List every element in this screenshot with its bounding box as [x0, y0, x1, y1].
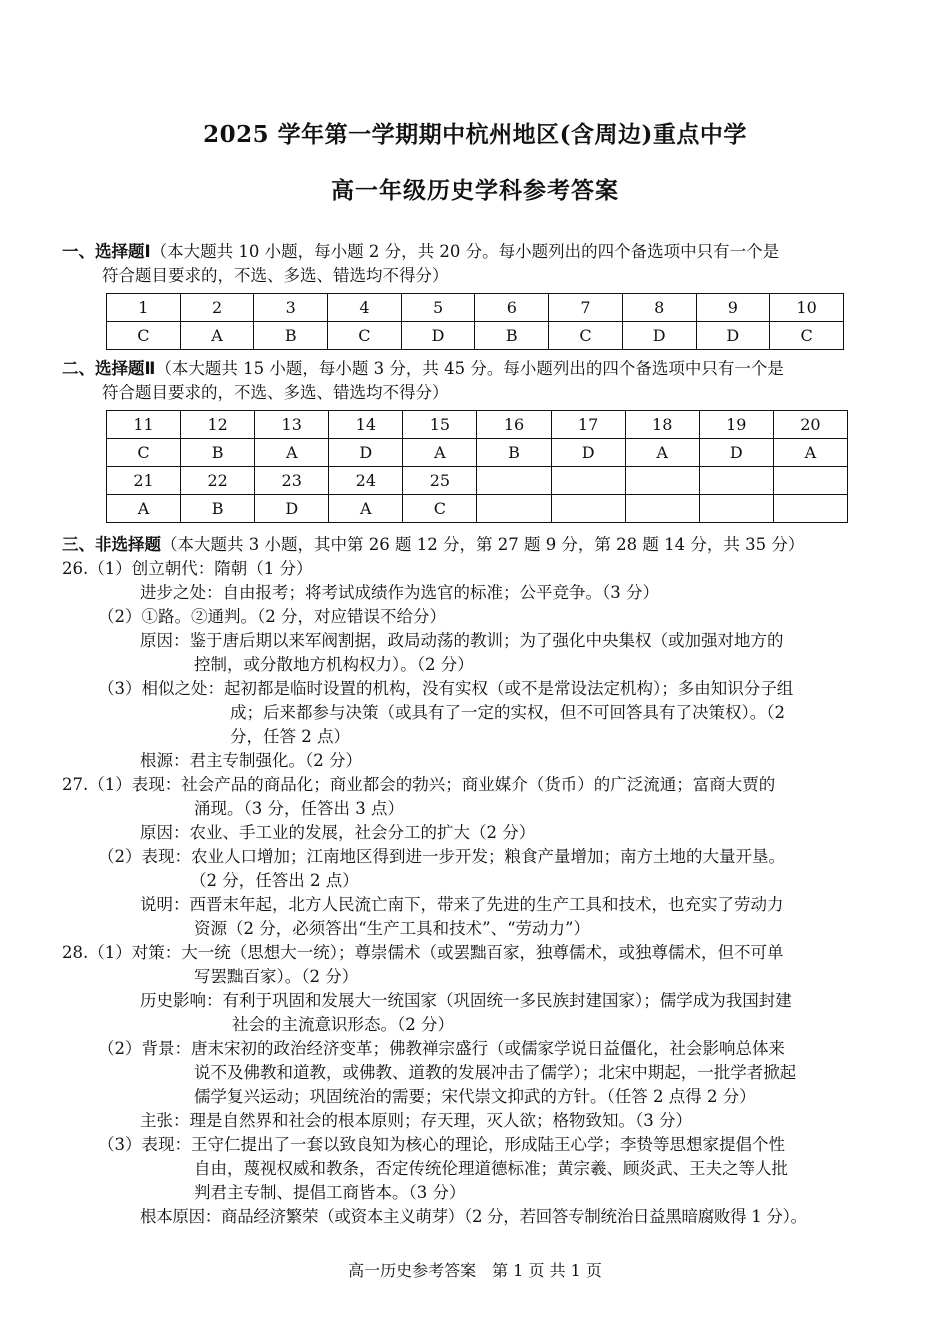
q28-1-line: 社会的主流意识形态。（2 分） — [232, 1015, 454, 1034]
q27-2-line: （2）表现：农业人口增加；江南地区得到进一步开发；粮食产量增加；南方土地的大量开垦。 — [98, 847, 785, 866]
q26-2-line: （2）①路。②通判。（2 分，对应错误不给分） — [98, 607, 446, 626]
question-number-cell: 11 — [107, 411, 181, 439]
answer-cell: D — [329, 439, 403, 467]
section3-header — [62, 533, 892, 557]
answer-cell — [699, 495, 773, 523]
answer-cell: D — [255, 495, 329, 523]
answer-cell: D — [622, 322, 696, 350]
q27-2-line: 资源（2 分，必须答出“生产工具和技术”、“劳动力”） — [194, 919, 590, 938]
answer-cell — [625, 495, 699, 523]
answer-cell — [551, 495, 625, 523]
q28-3-line: 自由，蔑视权威和教条，否定传统伦理道德标准；黄宗羲、顾炎武、王夫之等人批 — [194, 1159, 788, 1178]
answer-cell: C — [403, 495, 477, 523]
question-number-cell: 15 — [403, 411, 477, 439]
q26-1-line: 进步之处：自由报考；将考试成绩作为选官的标准；公平竞争。（3 分） — [140, 583, 659, 602]
question-number-cell: 22 — [181, 467, 255, 495]
answer-cell: B — [181, 439, 255, 467]
question-number-cell: 18 — [625, 411, 699, 439]
q28-3-line: 根本原因：商品经济繁荣（或资本主义萌芽）（2 分，若回答专制统治日益黑暗腐败得 1 分）。 — [140, 1207, 807, 1226]
question-number-cell: 10 — [770, 294, 844, 322]
question-number-cell: 7 — [549, 294, 623, 322]
question-number-cell — [773, 467, 847, 495]
question-number-cell: 13 — [255, 411, 329, 439]
page-footer: 高一历史参考答案 第 1 页 共 1 页 — [348, 1261, 602, 1280]
answer-cell — [773, 495, 847, 523]
q27-1-line: 涌现。（3 分，任答出 3 点） — [194, 799, 404, 818]
question-number-cell: 2 — [180, 294, 254, 322]
question-number-cell: 12 — [181, 411, 255, 439]
q26-3-line: 成；后来都参与决策（或具有了一定的实权，但不可回答具有了决策权）。（2 — [230, 703, 785, 722]
q28-3-line: 判君主专制、提倡工商皆本。（3 分） — [194, 1183, 466, 1202]
question-number-cell: 19 — [699, 411, 773, 439]
q26-3-line: （3）相似之处：起初都是临时设置的机构，没有实权（或不是常设法定机构）；多由知识分子组 — [98, 679, 794, 698]
section2-desc-1: （本大题共 15 小题，每小题 3 分，共 45 分。每小题列出的四个备选项中只有一个是 — [155, 359, 784, 378]
question-number-cell: 6 — [475, 294, 549, 322]
answer-cell: D — [696, 322, 770, 350]
q28-2-line: （2）背景：唐末宋初的政治经济变革；佛教禅宗盛行（或儒家学说日益僵化，社会影响总体来 — [98, 1039, 785, 1058]
answer-cell: A — [773, 439, 847, 467]
question-number-cell: 4 — [328, 294, 402, 322]
answer-cell: C — [107, 439, 181, 467]
question-number-cell: 24 — [329, 467, 403, 495]
answer-cell: A — [625, 439, 699, 467]
question-number-cell — [551, 467, 625, 495]
question-number-cell: 5 — [401, 294, 475, 322]
section1-answer-table — [106, 293, 844, 350]
section1-desc-1: （本大题共 10 小题，每小题 2 分，共 20 分。每小题列出的四个备选项中只有一个是 — [150, 242, 780, 261]
answer-cell: C — [770, 322, 844, 350]
answer-cell: C — [107, 322, 181, 350]
answer-cell: D — [551, 439, 625, 467]
answer-cell — [477, 495, 551, 523]
q28-1-line: 历史影响：有利于巩固和发展大一统国家（巩固统一多民族封建国家）；儒学成为我国封建 — [140, 991, 792, 1010]
question-number-cell: 16 — [477, 411, 551, 439]
answer-cell: A — [329, 495, 403, 523]
q28-2-line: 主张：理是自然界和社会的根本原则；存天理，灭人欲；格物致知。（3 分） — [140, 1111, 692, 1130]
q27-2-line: （2 分，任答出 2 点） — [190, 871, 359, 890]
answer-cell: C — [549, 322, 623, 350]
section1-desc-2: 符合题目要求的，不选、多选、错选均不得分） — [102, 266, 449, 285]
q27-2-line: 说明：西晋末年起，北方人民流亡南下，带来了先进的生产工具和技术，也充实了劳动力 — [140, 895, 784, 914]
section3-desc: （本大题共 3 小题，其中第 26 题 12 分，第 27 题 9 分，第 28 题 14 分，共 35 分） — [161, 535, 805, 554]
page-subtitle: 高一年级历史学科参考答案 — [331, 177, 619, 204]
answer-cell: B — [181, 495, 255, 523]
section1-header — [62, 240, 892, 288]
answer-body — [62, 557, 892, 1229]
answer-cell: C — [328, 322, 402, 350]
answer-cell: A — [255, 439, 329, 467]
question-number-cell: 1 — [107, 294, 181, 322]
question-number-cell: 25 — [403, 467, 477, 495]
question-number-cell: 23 — [255, 467, 329, 495]
question-number-cell — [477, 467, 551, 495]
section2-heading: 二、选择题Ⅱ — [62, 359, 156, 378]
q26-3-line: 分，任答 2 点） — [230, 727, 350, 746]
q28-2-line: 儒学复兴运动；巩固统治的需要；宋代崇文抑武的方针。（任答 2 点得 2 分） — [194, 1087, 756, 1106]
q28-1-line: 写罢黜百家）。（2 分） — [194, 967, 359, 986]
answer-cell: A — [180, 322, 254, 350]
answer-cell: B — [475, 322, 549, 350]
answer-cell: A — [403, 439, 477, 467]
q27-1-line: 原因：农业、手工业的发展，社会分工的扩大（2 分） — [140, 823, 536, 842]
answer-cell: D — [401, 322, 475, 350]
question-number-cell: 17 — [551, 411, 625, 439]
q26-2-line: 原因：鉴于唐后期以来军阀割据，政局动荡的教训；为了强化中央集权（或加强对地方的 — [140, 631, 784, 650]
section2-header — [62, 357, 892, 405]
answer-cell: B — [477, 439, 551, 467]
question-number-cell: 3 — [254, 294, 328, 322]
answer-cell: A — [107, 495, 181, 523]
section1-heading: 一、选择题Ⅰ — [62, 242, 151, 261]
section2-answer-table — [106, 410, 848, 523]
question-number-cell: 8 — [622, 294, 696, 322]
q27-1-line: 27.（1）表现：社会产品的商品化；商业都会的勃兴；商业媒介（货币）的广泛流通；富商大贾的 — [62, 775, 776, 794]
question-number-cell — [625, 467, 699, 495]
q28-2-line: 说不及佛教和道教，或佛教、道教的发展冲击了儒学）；北宋中期起，一批学者掀起 — [194, 1063, 797, 1082]
q28-3-line: （3）表现：王守仁提出了一套以致良知为核心的理论，形成陆王心学；李贽等思想家提倡个性 — [98, 1135, 785, 1154]
q26-3-line: 根源：君主专制强化。（2 分） — [140, 751, 362, 770]
question-number-cell — [699, 467, 773, 495]
page-title: 2025 学年第一学期期中杭州地区(含周边)重点中学 — [203, 121, 747, 148]
q28-1-line: 28.（1）对策：大一统（思想大一统）；尊崇儒术（或罢黜百家，独尊儒术，或独尊儒术，但不可单 — [62, 943, 784, 962]
question-number-cell: 9 — [696, 294, 770, 322]
answer-cell: B — [254, 322, 328, 350]
section3-heading: 三、非选择题 — [62, 535, 161, 554]
question-number-cell: 20 — [773, 411, 847, 439]
q26-1-line: 26.（1）创立朝代：隋朝（1 分） — [62, 559, 313, 578]
question-number-cell: 21 — [107, 467, 181, 495]
section2-desc-2: 符合题目要求的，不选、多选、错选均不得分） — [102, 383, 449, 402]
answer-cell: D — [699, 439, 773, 467]
q26-2-line: 控制，或分散地方机构权力）。（2 分） — [194, 655, 474, 674]
question-number-cell: 14 — [329, 411, 403, 439]
